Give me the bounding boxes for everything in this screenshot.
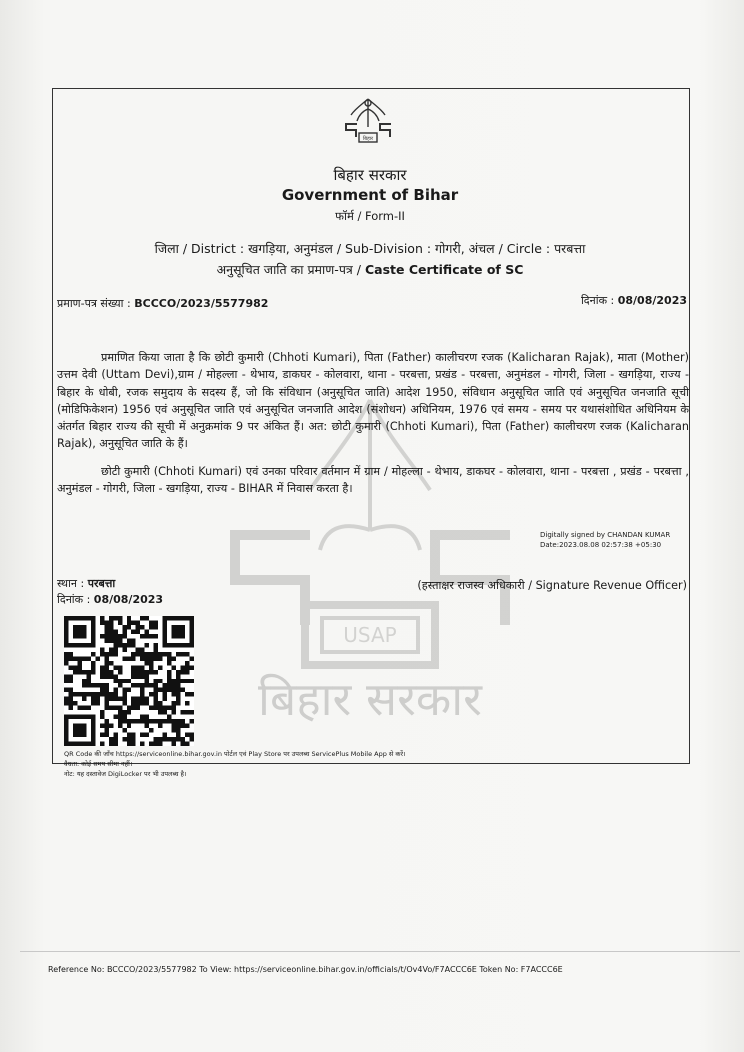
footer-divider (20, 951, 740, 952)
verification-notes (64, 749, 406, 779)
certificate-title-english: Caste Certificate of SC (365, 262, 524, 277)
digilocker-note: नोट: यह दस्तावेज DigiLocker पर भी उपलब्ध है। (64, 770, 187, 778)
certificate-title-hindi: अनुसूचित जाति का प्रमाण-पत्र / (216, 262, 362, 277)
digital-signature (540, 530, 670, 550)
place-line (57, 576, 163, 592)
validity-note: वैधता: कोई समय सीमा नहीं। (64, 760, 133, 768)
emblem-banner-text: बिहार (362, 136, 374, 142)
certificate-title (52, 261, 688, 278)
circle-label: अंचल / Circle : (468, 241, 551, 256)
reference-line[interactable]: Reference No: BCCCO/2023/5577982 To View: https://serviceonline.bihar.gov.in/officials/t/Ov4Vo/F7ACCC6E Token No: F7ACCC6E (48, 965, 563, 974)
digital-signature-signer: Digitally signed by CHANDAN KUMAR (540, 531, 671, 539)
qr-verification-note: QR Code की जाँच https://serviceonline.bihar.gov.in पोर्टल एवं Play Store पर उपलब्ध ServicePlus Mobile App से करें। (64, 750, 406, 758)
form-label: फॉर्म / Form-II (335, 209, 405, 223)
digital-signature-date: Date:2023.08.08 02:57:38 +05:30 (540, 541, 662, 549)
watermark-plate-text: USAP (343, 623, 397, 647)
paragraph-2-text: छोटी कुमारी (Chhoti Kumari) एवं उनका परिवार वर्तमान में ग्राम / मोहल्ला - थेभाय, डाकघर - कोलवारा, थाना - परबत्ता , प्रखंड - परबत्ता , अनुमंडल - गोगरी, जिला - खगड़िया, राज्य - BIHAR में निवास करता है। (57, 465, 689, 496)
subdivision-label: अनुमंडल / Sub-Division : (293, 241, 432, 256)
certificate-body-paragraph-2 (57, 463, 689, 498)
place-label: स्थान : (57, 577, 85, 590)
certificate-number-label: प्रमाण-पत्र संख्या : (57, 297, 131, 310)
signatory-label: (हस्ताक्षर राजस्व अधिकारी / Signature Revenue Officer) (417, 579, 687, 592)
govt-title-english: Government of Bihar (281, 186, 459, 204)
district-line (52, 240, 688, 257)
certificate-date (581, 293, 687, 308)
circle-value: परबत्ता (554, 241, 586, 256)
issue-date-line (57, 592, 163, 608)
certificate-number-value: BCCCO/2023/5577982 (134, 297, 269, 310)
certificate-date-label: दिनांक : (580, 294, 615, 307)
paragraph-1-text: प्रमाणित किया जाता है कि छोटी कुमारी (Chhoti Kumari), पिता (Father) कालीचरण रजक (Kalicharan Rajak), माता (Mother) उत्तम देवी (Uttam Devi),ग्राम / मोहल्ला - थेभाय, डाकघर - कोलवारा, थाना - परबत्ता, प्रखंड - परबत्ता, अनुमंडल - गोगरी, जिला - खगड़िया, राज्य - बिहार के धोबी, रजक समुदाय के सदस्य हैं, जो कि संविधान (अनुसूचित जाति) आदेश 1950, संविधान अनुसूचित जाति एवं अनुसूचित जनजाति सूची (मोडिफिकेशन) 1956 एवं अनुसूचित जाति एवं अनुसूचित जनजाति आदेश (संशोधन) अधिनियम, 1976 एवं समय - समय पर यथासंशोधित अधिनियम के अंतर्गत बिहार राज्य की सूची में अनुक्रमांक 9 पर अंकित हैं। अत: छोटी कुमारी (Chhoti Kumari), पिता (Father) कालीचरण रजक (Kalicharan Rajak), अनुसूचित जाति के हैं। (57, 351, 689, 451)
watermark-text: बिहार सरकार (258, 672, 482, 726)
certificate-number (57, 296, 268, 311)
issue-date-value: 08/08/2023 (93, 593, 164, 606)
place-value: परबत्ता (87, 577, 116, 590)
district-label: जिला / District : (154, 241, 245, 256)
subdivision-value: गोगरी, (435, 241, 465, 256)
govt-title-hindi: बिहार सरकार (333, 166, 407, 184)
district-value: खगड़िया, (248, 241, 290, 256)
qr-code[interactable] (64, 616, 194, 746)
bihar-emblem-logo (343, 95, 393, 147)
certificate-body-paragraph-1 (57, 349, 689, 453)
place-date-block (57, 576, 163, 608)
issue-date-label: दिनांक : (57, 593, 91, 606)
certificate-date-value: 08/08/2023 (617, 294, 687, 307)
